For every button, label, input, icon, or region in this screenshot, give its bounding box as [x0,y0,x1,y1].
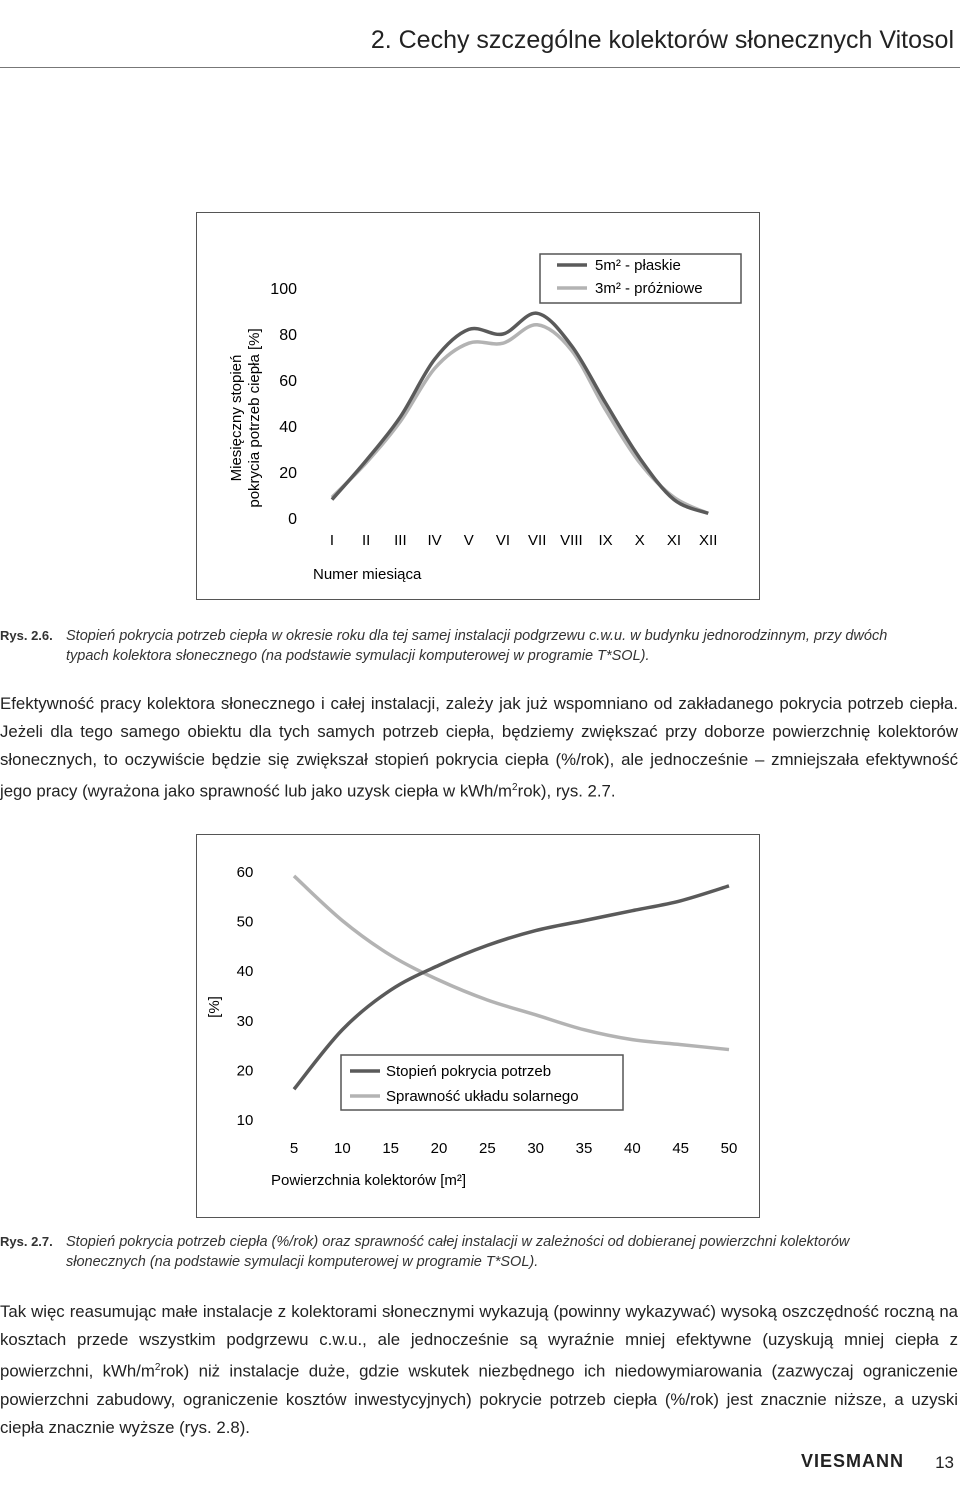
y-tick-label: 100 [270,281,297,298]
y-axis-label-line-1: Miesięczny stopień [228,354,245,482]
x-tick-label: IX [598,532,613,549]
page-header-title: 2. Cechy szczególne kolektorów słonecznych Vitosol [370,26,954,54]
x-tick-label: V [463,532,474,549]
caption-line-2: typach kolektora słonecznego (na podstawie symulacji komputerowej w programie T*SOL). [66,648,650,664]
page-number: 13 [935,1453,954,1472]
series-line [332,313,708,513]
figure-caption-2-6 [0,626,960,666]
x-tick-label: XI [666,532,682,549]
legend-label: Stopień pokrycia potrzeb [386,1063,552,1080]
x-tick-label: VIII [560,532,583,549]
y-tick-label: 60 [236,864,254,881]
x-tick-label: 45 [672,1140,690,1157]
paragraph-text-end: rok) niż instalacje duże, gdzie wskutek niezbędnego ich niedowymiarowania (zazwyczaj ograniczenie powierzchni zabudowy, ograniczenie kosztów inwestycyjnych) pokrycie potrzeb ciepła (%/rok) jest znacznie niższe, a uzyski ciepła znacznie wyższe (rys. 2.8). [0,1361,958,1437]
x-tick-label: IV [427,532,442,549]
y-tick-label: 10 [236,1112,254,1129]
x-tick-label: 25 [478,1140,496,1157]
paragraph-text-end: rok), rys. 2.7. [517,781,616,801]
x-axis-label: Numer miesiąca [313,566,422,583]
paragraph-efficiency [0,690,958,806]
y-tick-label: 80 [279,327,297,344]
y-tick-label: 0 [288,511,297,528]
x-tick-label: 15 [382,1140,400,1157]
y-tick-label: 40 [236,963,254,981]
legend-label: 5m² - płaskie [595,257,681,274]
x-tick-label: 40 [623,1140,641,1157]
x-tick-label: II [362,532,371,549]
x-tick-label: 50 [720,1140,738,1157]
caption-line-2: słonecznych (na podstawie symulacji komputerowej w programie T*SOL). [66,1254,539,1270]
x-tick-label: III [394,532,407,549]
caption-number: Rys. 2.7. [0,1234,53,1249]
legend-label: 3m² - próżniowe [595,280,703,297]
legend-label: Sprawność układu solarnego [386,1088,579,1105]
x-tick-label: 35 [575,1140,593,1157]
caption-line-1: Stopień pokrycia potrzeb ciepła (%/rok) oraz sprawność całej instalacji w zależności od dobieranej powierzchni kolektorów [66,1234,850,1250]
area-vs-coverage-chart [196,834,760,1218]
figure-caption-2-7 [0,1232,960,1272]
x-tick-label: I [329,532,335,549]
y-tick-label: 40 [279,419,297,436]
y-tick-label: 20 [236,1062,254,1080]
x-tick-label: VII [528,532,547,549]
y-tick-label: 50 [236,913,254,931]
x-tick-label: 5 [289,1140,299,1157]
paragraph-text: Efektywność pracy kolektora słonecznego i całej instalacji, zależy jak już wspomniano od zakładanego pokrycia potrzeb ciepła. Jeżeli dla tego samego obiektu dla tych samych potrzeb ciepła, będziemy zwiększać przy doborze powierzchnię kolektorów słonecznych, to oczywiście będzie się zwiększał stopień pokrycia ciepła (%/rok), ale jednocześnie – zmniejszała efektywność jego pracy (wyrażona jako sprawność lub jako uzysk ciepła w kWh/m [0,694,958,801]
x-axis-label: Powierzchnia kolektorów [m²] [271,1172,467,1189]
x-tick-label: XII [699,532,718,549]
x-tick-label: 10 [333,1140,351,1157]
header-divider [0,67,960,68]
caption-number: Rys. 2.6. [0,628,53,643]
viessmann-logo: VIESMANN [800,1451,904,1471]
monthly-coverage-chart-svg [197,213,761,601]
series-line [294,876,729,1050]
area-vs-coverage-chart-svg [197,835,761,1219]
monthly-coverage-chart [196,212,760,600]
y-tick-label: 20 [279,465,297,482]
series-line [332,325,708,514]
y-axis-label-line-2: pokrycia potrzeb ciepła [%] [246,328,263,508]
x-tick-label: 30 [527,1140,545,1157]
caption-line-1: Stopień pokrycia potrzeb ciepła w okresie roku dla tej samej instalacji podgrzewu c.w.u. w budynku jednorodzinnym, przy dwóch [66,628,888,644]
y-tick-label: 60 [279,373,297,390]
y-tick-label: 30 [236,1012,254,1030]
superscript: 2 [154,1362,161,1373]
x-tick-label: 20 [430,1140,448,1157]
paragraph-summary [0,1298,958,1442]
superscript: 2 [512,782,518,793]
y-axis-label: [%] [206,996,223,1018]
x-tick-label: VI [495,532,511,549]
x-tick-label: X [634,532,645,549]
paragraph-text: Tak więc reasumując małe instalacje z kolektorami słonecznymi wykazują (powinny wykazywać) wysoką oszczędność roczną na kosztach przede wszystkim podgrzewu c.w.u., ale jednocześnie są wyraźnie mniej efektywne (uzyskują mniej ciepła z powierzchni, kWh/m [0,1302,958,1381]
